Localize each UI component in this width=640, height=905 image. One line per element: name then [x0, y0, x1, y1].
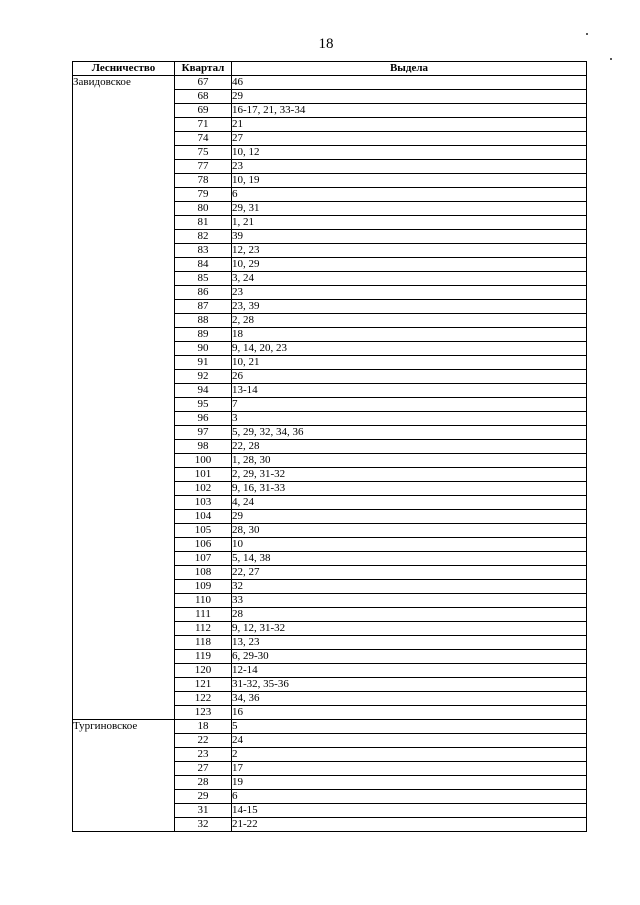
kvartal-cell: 118	[175, 636, 232, 650]
kvartal-cell: 95	[175, 398, 232, 412]
vydela-cell: 39	[232, 230, 587, 244]
header-lesnichestvo: Лесничество	[73, 62, 175, 76]
vydela-cell: 29	[232, 510, 587, 524]
kvartal-cell: 74	[175, 132, 232, 146]
vydela-cell: 12-14	[232, 664, 587, 678]
vydela-cell: 1, 21	[232, 216, 587, 230]
vydela-cell: 22, 28	[232, 440, 587, 454]
table-row	[73, 76, 587, 90]
vydela-cell: 23	[232, 160, 587, 174]
kvartal-cell: 120	[175, 664, 232, 678]
kvartal-cell: 31	[175, 804, 232, 818]
vydela-cell: 26	[232, 370, 587, 384]
kvartal-cell: 101	[175, 468, 232, 482]
kvartal-cell: 28	[175, 776, 232, 790]
table-row	[73, 720, 587, 734]
kvartal-cell: 112	[175, 622, 232, 636]
vydela-cell: 34, 36	[232, 692, 587, 706]
vydela-cell: 2	[232, 748, 587, 762]
vydela-cell: 2, 29, 31-32	[232, 468, 587, 482]
vydela-cell: 46	[232, 76, 587, 90]
kvartal-cell: 67	[175, 76, 232, 90]
kvartal-cell: 96	[175, 412, 232, 426]
kvartal-cell: 121	[175, 678, 232, 692]
kvartal-cell: 122	[175, 692, 232, 706]
vydela-cell: 21-22	[232, 818, 587, 832]
kvartal-cell: 107	[175, 552, 232, 566]
vydela-cell: 3	[232, 412, 587, 426]
kvartal-cell: 109	[175, 580, 232, 594]
vydela-cell: 1, 28, 30	[232, 454, 587, 468]
vydela-cell: 10, 21	[232, 356, 587, 370]
vydela-cell: 12, 23	[232, 244, 587, 258]
kvartal-cell: 29	[175, 790, 232, 804]
page-number: 18	[318, 36, 334, 52]
kvartal-cell: 85	[175, 272, 232, 286]
vydela-cell: 22, 27	[232, 566, 587, 580]
kvartal-cell: 111	[175, 608, 232, 622]
kvartal-cell: 23	[175, 748, 232, 762]
vydela-cell: 13, 23	[232, 636, 587, 650]
scan-speck	[610, 58, 612, 60]
kvartal-cell: 77	[175, 160, 232, 174]
kvartal-cell: 80	[175, 202, 232, 216]
vydela-cell: 7	[232, 398, 587, 412]
vydela-cell: 9, 14, 20, 23	[232, 342, 587, 356]
kvartal-cell: 18	[175, 720, 232, 734]
vydela-cell: 17	[232, 762, 587, 776]
kvartal-cell: 71	[175, 118, 232, 132]
vydela-cell: 3, 24	[232, 272, 587, 286]
vydela-cell: 6	[232, 188, 587, 202]
kvartal-cell: 104	[175, 510, 232, 524]
header-kvartal: Квартал	[175, 62, 232, 76]
kvartal-cell: 78	[175, 174, 232, 188]
vydela-cell: 9, 12, 31-32	[232, 622, 587, 636]
vydela-cell: 10, 12	[232, 146, 587, 160]
kvartal-cell: 87	[175, 300, 232, 314]
vydela-cell: 28, 30	[232, 524, 587, 538]
vydela-cell: 18	[232, 328, 587, 342]
kvartal-cell: 92	[175, 370, 232, 384]
vydela-cell: 31-32, 35-36	[232, 678, 587, 692]
kvartal-cell: 82	[175, 230, 232, 244]
kvartal-cell: 102	[175, 482, 232, 496]
kvartal-cell: 106	[175, 538, 232, 552]
vydela-cell: 13-14	[232, 384, 587, 398]
vydela-cell: 5	[232, 720, 587, 734]
kvartal-cell: 79	[175, 188, 232, 202]
kvartal-cell: 91	[175, 356, 232, 370]
vydela-cell: 27	[232, 132, 587, 146]
vydela-cell: 6, 29-30	[232, 650, 587, 664]
kvartal-cell: 83	[175, 244, 232, 258]
kvartal-cell: 22	[175, 734, 232, 748]
kvartal-cell: 32	[175, 818, 232, 832]
vydela-cell: 5, 14, 38	[232, 552, 587, 566]
kvartal-cell: 98	[175, 440, 232, 454]
vydela-cell: 33	[232, 594, 587, 608]
kvartal-cell: 123	[175, 706, 232, 720]
table-header-row	[73, 62, 587, 76]
table-body	[73, 76, 587, 832]
kvartal-cell: 27	[175, 762, 232, 776]
vydela-cell: 29, 31	[232, 202, 587, 216]
kvartal-cell: 89	[175, 328, 232, 342]
vydela-cell: 21	[232, 118, 587, 132]
vydela-cell: 24	[232, 734, 587, 748]
scan-speck	[586, 33, 588, 35]
forest-table	[72, 61, 587, 832]
vydela-cell: 6	[232, 790, 587, 804]
kvartal-cell: 110	[175, 594, 232, 608]
vydela-cell: 4, 24	[232, 496, 587, 510]
vydela-cell: 16-17, 21, 33-34	[232, 104, 587, 118]
kvartal-cell: 105	[175, 524, 232, 538]
kvartal-cell: 75	[175, 146, 232, 160]
kvartal-cell: 97	[175, 426, 232, 440]
vydela-cell: 23	[232, 286, 587, 300]
kvartal-cell: 68	[175, 90, 232, 104]
kvartal-cell: 100	[175, 454, 232, 468]
vydela-cell: 10	[232, 538, 587, 552]
vydela-cell: 2, 28	[232, 314, 587, 328]
vydela-cell: 19	[232, 776, 587, 790]
kvartal-cell: 88	[175, 314, 232, 328]
kvartal-cell: 94	[175, 384, 232, 398]
vydela-cell: 5, 29, 32, 34, 36	[232, 426, 587, 440]
lesnichestvo-cell: Завидовское	[73, 76, 175, 720]
kvartal-cell: 81	[175, 216, 232, 230]
lesnichestvo-cell: Тургиновское	[73, 720, 175, 832]
kvartal-cell: 86	[175, 286, 232, 300]
vydela-cell: 14-15	[232, 804, 587, 818]
kvartal-cell: 69	[175, 104, 232, 118]
kvartal-cell: 108	[175, 566, 232, 580]
vydela-cell: 10, 29	[232, 258, 587, 272]
kvartal-cell: 90	[175, 342, 232, 356]
vydela-cell: 28	[232, 608, 587, 622]
kvartal-cell: 84	[175, 258, 232, 272]
kvartal-cell: 103	[175, 496, 232, 510]
vydela-cell: 16	[232, 706, 587, 720]
header-vydela: Выдела	[232, 62, 587, 76]
vydela-cell: 9, 16, 31-33	[232, 482, 587, 496]
kvartal-cell: 119	[175, 650, 232, 664]
vydela-cell: 29	[232, 90, 587, 104]
vydela-cell: 32	[232, 580, 587, 594]
vydela-cell: 10, 19	[232, 174, 587, 188]
vydela-cell: 23, 39	[232, 300, 587, 314]
